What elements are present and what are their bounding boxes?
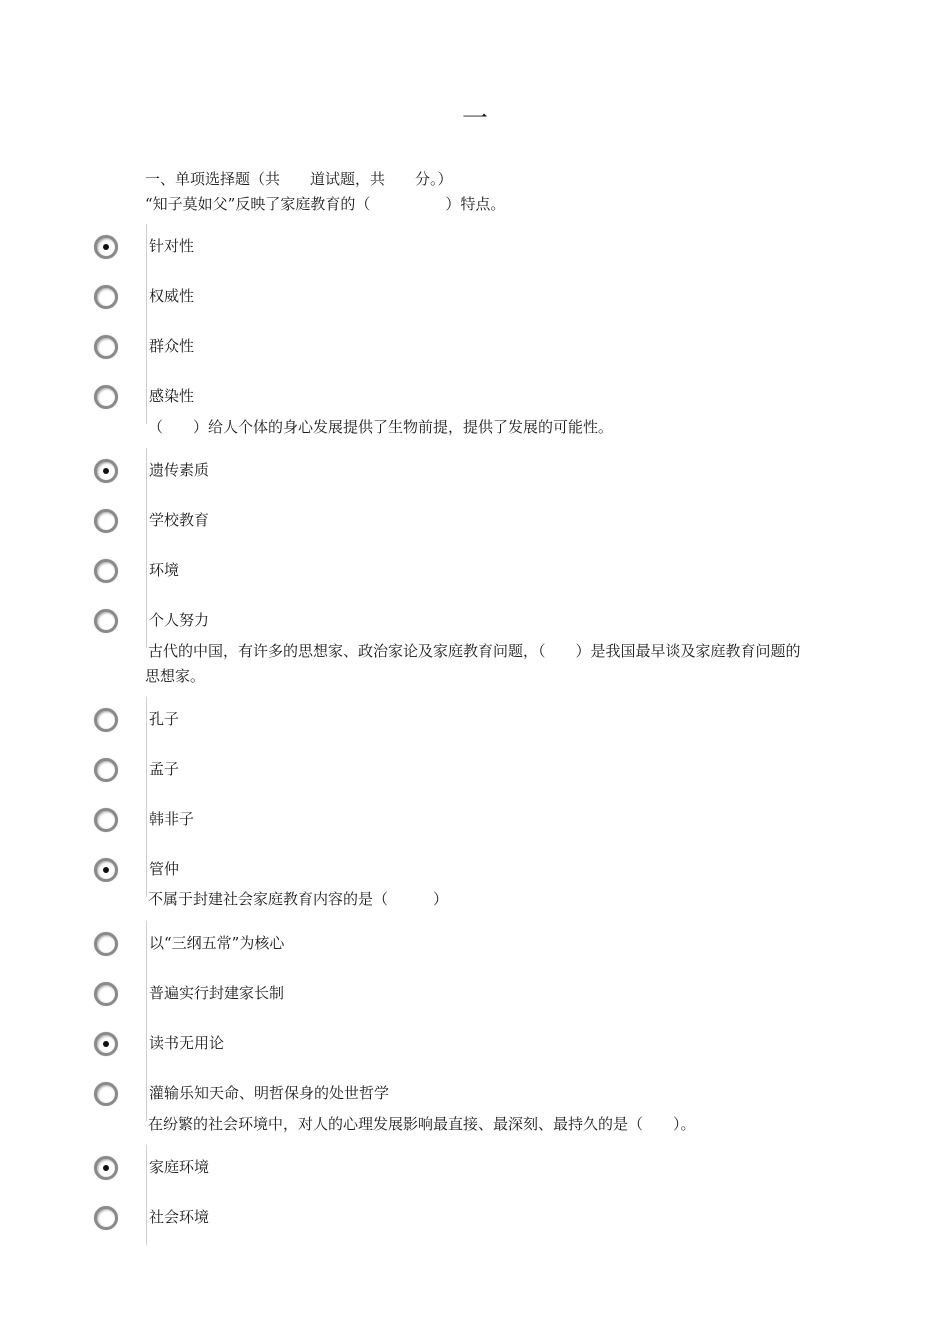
- option-label: 环境: [149, 561, 180, 579]
- option-q1-b[interactable]: [0, 282, 950, 322]
- option-label: 遗传素质: [149, 461, 210, 479]
- question-3-text: 古代的中国，有许多的思想家、政治家论及家庭教育问题，（ ）是我国最早谈及家庭教育问题的思想家。: [145, 642, 801, 685]
- option-q3-a[interactable]: [0, 705, 950, 745]
- option-q2-a[interactable]: [0, 456, 950, 496]
- option-label: 孔子: [149, 710, 180, 728]
- option-label: 孟子: [149, 760, 180, 778]
- option-label: 灌输乐知天命、明哲保身的处世哲学: [149, 1084, 390, 1102]
- option-label: 韩非子: [149, 810, 195, 828]
- radio-checked-icon[interactable]: [94, 459, 118, 483]
- option-q5-a[interactable]: [0, 1153, 950, 1193]
- option-label: 读书无用论: [149, 1034, 225, 1052]
- radio-unchecked-icon[interactable]: [94, 1206, 118, 1230]
- page-title: 一: [461, 104, 488, 134]
- option-q2-b[interactable]: [0, 506, 950, 546]
- option-label: 学校教育: [149, 511, 210, 529]
- radio-unchecked-icon[interactable]: [94, 385, 118, 409]
- radio-checked-icon[interactable]: [94, 235, 118, 259]
- option-q3-c[interactable]: [0, 805, 950, 845]
- option-label: 群众性: [149, 337, 195, 355]
- question-5-text: 在纷繁的社会环境中，对人的心理发展影响最直接、最深刻、最持久的是（ ）。: [148, 1115, 696, 1133]
- option-label: 普遍实行封建家长制: [149, 984, 285, 1002]
- option-q4-c[interactable]: [0, 1029, 950, 1069]
- option-label: 权威性: [149, 287, 195, 305]
- radio-unchecked-icon[interactable]: [94, 559, 118, 583]
- radio-unchecked-icon[interactable]: [94, 808, 118, 832]
- radio-unchecked-icon[interactable]: [94, 758, 118, 782]
- radio-unchecked-icon[interactable]: [94, 509, 118, 533]
- option-label: 社会环境: [149, 1208, 210, 1226]
- section-header: 一、单项选择题（共 道试题，共 分。）: [145, 170, 453, 188]
- radio-unchecked-icon[interactable]: [94, 1082, 118, 1106]
- option-label: 家庭环境: [149, 1158, 210, 1176]
- option-q1-c[interactable]: [0, 332, 950, 372]
- question-2-text: （ ）给人个体的身心发展提供了生物前提，提供了发展的可能性。: [148, 418, 614, 436]
- question-4-text: 不属于封建社会家庭教育内容的是（ ）: [148, 890, 449, 908]
- option-q4-a[interactable]: [0, 929, 950, 969]
- radio-unchecked-icon[interactable]: [94, 932, 118, 956]
- radio-unchecked-icon[interactable]: [94, 609, 118, 633]
- question-1-text: “知子莫如父”反映了家庭教育的（ ）特点。: [145, 195, 506, 213]
- radio-checked-icon[interactable]: [94, 858, 118, 882]
- option-q4-b[interactable]: [0, 979, 950, 1019]
- option-q5-b[interactable]: [0, 1203, 950, 1243]
- option-q1-a[interactable]: [0, 232, 950, 272]
- option-label: 个人努力: [149, 611, 210, 629]
- option-label: 管仲: [149, 860, 180, 878]
- option-label: 感染性: [149, 387, 195, 405]
- radio-unchecked-icon[interactable]: [94, 285, 118, 309]
- radio-unchecked-icon[interactable]: [94, 982, 118, 1006]
- option-label: 以“三纲五常”为核心: [149, 934, 285, 952]
- option-q2-c[interactable]: [0, 556, 950, 596]
- radio-unchecked-icon[interactable]: [94, 708, 118, 732]
- option-label: 针对性: [149, 237, 195, 255]
- radio-checked-icon[interactable]: [94, 1156, 118, 1180]
- radio-checked-icon[interactable]: [94, 1032, 118, 1056]
- radio-unchecked-icon[interactable]: [94, 335, 118, 359]
- option-q3-b[interactable]: [0, 755, 950, 795]
